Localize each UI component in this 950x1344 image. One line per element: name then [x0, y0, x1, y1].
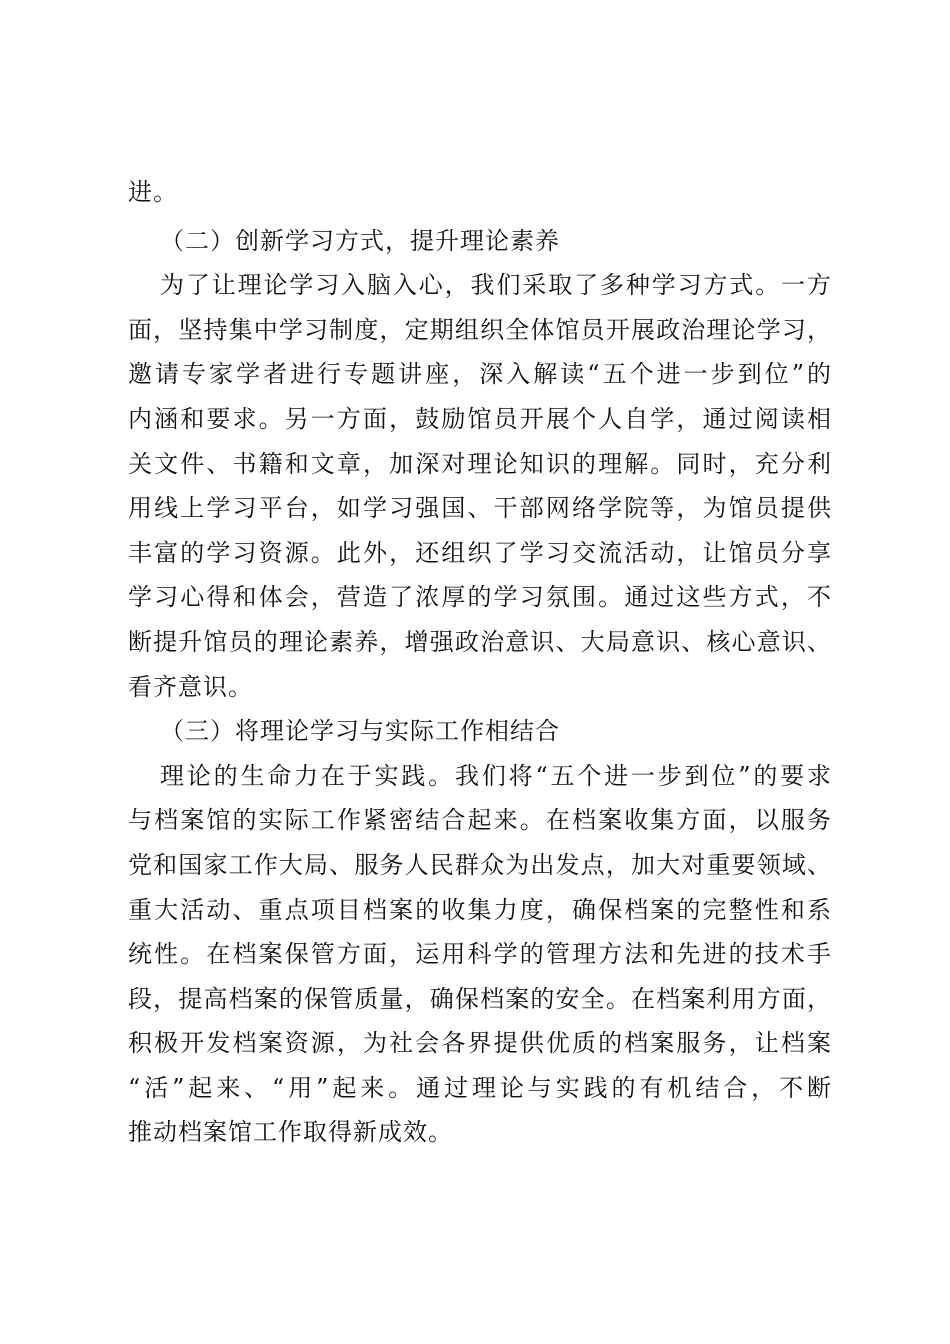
paragraph-line: 重大活动、重点项目档案的收集力度，确保档案的完整性和系: [128, 895, 832, 924]
paragraph-line: 段，提高档案的保管质量，确保档案的安全。在档案利用方面，: [128, 984, 832, 1013]
paragraph-line: 与档案馆的实际工作紧密结合起来。在档案收集方面，以服务: [128, 806, 832, 835]
paragraph-line: 断提升馆员的理论素养，增强政治意识、大局意识、核心意识、: [128, 627, 832, 656]
paragraph-line: 关文件、书籍和文章，加深对理论知识的理解。同时，充分利: [128, 449, 832, 478]
paragraph-line: 面，坚持集中学习制度，定期组织全体馆员开展政治理论学习，: [128, 315, 832, 344]
paragraph-line: 党和国家工作大局、服务人民群众为出发点，加大对重要领域、: [128, 850, 832, 879]
paragraph-line: 内涵和要求。另一方面，鼓励馆员开展个人自学，通过阅读相: [128, 404, 832, 433]
paragraph-line: 理论的生命力在于实践。我们将“五个进一步到位”的要求: [160, 761, 832, 790]
paragraph-line: 丰富的学习资源。此外，还组织了学习交流活动，让馆员分享: [128, 538, 832, 567]
paragraph-line: 积极开发档案资源，为社会各界提供优质的档案服务，让档案: [128, 1029, 832, 1058]
paragraph-line: 为了让理论学习入脑入心，我们采取了多种学习方式。一方: [160, 271, 832, 300]
paragraph-line: 统性。在档案保管方面，运用科学的管理方法和先进的技术手: [128, 940, 832, 969]
carryover-text: 进。: [128, 178, 178, 206]
paragraph-line: 用线上学习平台，如学习强国、干部网络学院等，为馆员提供: [128, 494, 832, 523]
paragraph-line: 推动档案馆工作取得新成效。: [128, 1118, 453, 1147]
paragraph-section-2: [128, 263, 832, 709]
section-heading-2: （二）创新学习方式，提升理论素养: [160, 226, 560, 255]
document-page: [128, 170, 832, 1155]
section-heading-3: （三）将理论学习与实际工作相结合: [160, 717, 560, 746]
paragraph-line: 看齐意识。: [128, 672, 253, 701]
paragraph-line: 学习心得和体会，营造了浓厚的学习氛围。通过这些方式，不: [128, 583, 832, 612]
paragraph-line: 邀请专家学者进行专题讲座，深入解读“五个进一步到位”的: [128, 360, 832, 389]
paragraph-section-3: [128, 754, 832, 1155]
paragraph-line: “活”起来、“用”起来。通过理论与实践的有机结合，不断: [128, 1073, 832, 1102]
